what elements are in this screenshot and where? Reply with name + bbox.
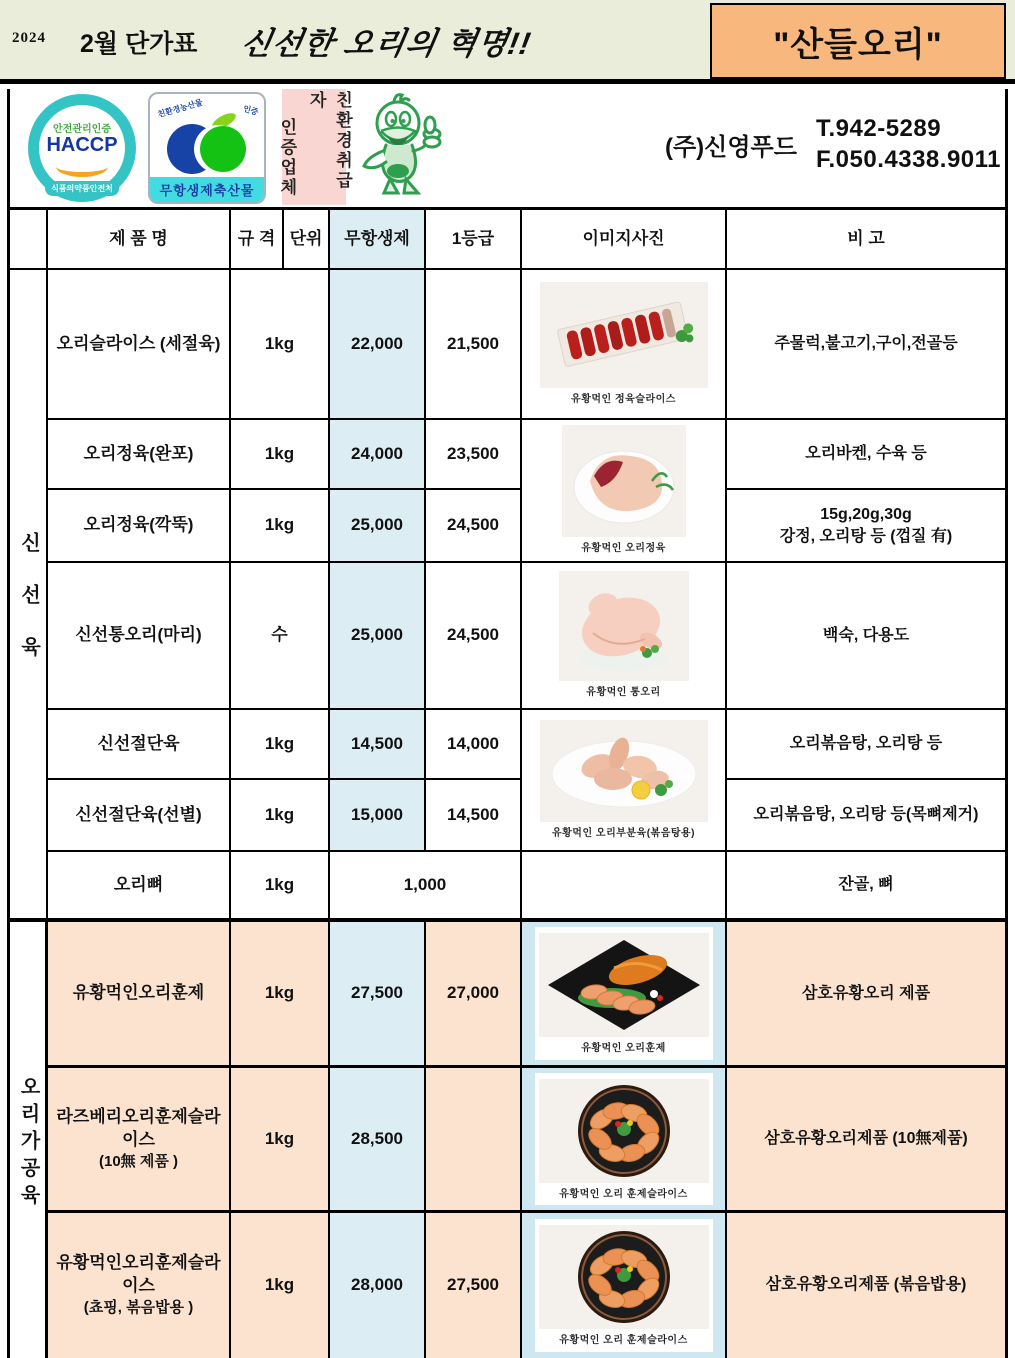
spec-cell: 1kg: [231, 1068, 330, 1213]
remark-cell: 백숙, 다용도: [727, 563, 1005, 710]
content-frame: [7, 89, 1008, 1358]
remark-cell: 15g,20g,30g 강정, 오리탕 등 (껍질 有): [727, 490, 1005, 563]
price-grade1-cell: 27,000: [426, 922, 522, 1068]
price-grade1-cell: 24,500: [426, 563, 522, 710]
smoked-duck-slices-image: [539, 1225, 709, 1329]
cert-arc-right-text: 인증: [241, 104, 259, 117]
cert-circles-icon: [162, 112, 254, 176]
haccp-ring: [28, 94, 136, 202]
product-name-cell: 오리슬라이스 (세절육): [48, 270, 231, 420]
spec-cell: 1kg: [231, 922, 330, 1068]
spec-cell: 1kg: [231, 780, 330, 852]
price-antibiotic-free-cell: 25,000: [330, 563, 426, 710]
price-antibiotic-free-cell: 22,000: [330, 270, 426, 420]
product-image-cell: [522, 420, 727, 563]
spec-cell: 1kg: [231, 710, 330, 780]
remark-cell: 오리바켄, 수육 등: [727, 420, 1005, 490]
price-grade1-cell: 24,500: [426, 490, 522, 563]
spec-cell: 1kg: [231, 420, 330, 490]
image-caption: 유황먹인 오리 훈제슬라이스: [559, 1188, 688, 1200]
section-label-processed-duck: 오리가공육: [10, 922, 48, 1358]
product-name-cell: 신선절단육(선별): [48, 780, 231, 852]
remark-cell: 오리볶음탕, 오리탕 등(목뼈제거): [727, 780, 1005, 852]
image-caption: 유황먹인 통오리: [586, 687, 661, 699]
col-header-antibiotic-free: 무항생제: [330, 210, 426, 270]
price-antibiotic-free-cell: 25,000: [330, 490, 426, 563]
eco-handler-cert-box: [277, 89, 353, 205]
product-image-cell: [522, 1213, 727, 1358]
remark-cell: 주물럭,불고기,구이,전골등: [727, 270, 1005, 420]
price-grade1-cell: 23,500: [426, 420, 522, 490]
product-image-cell: [522, 270, 727, 420]
spec-cell: 1kg: [231, 852, 330, 922]
year-label: 2024: [12, 30, 46, 46]
slogan-text: 신선한 오리의 혁명!!: [238, 26, 535, 61]
eco-cert-handler-text: 친환경취급자: [306, 91, 353, 191]
price-grade1-cell: 14,500: [426, 780, 522, 852]
haccp-orange-arc: [56, 156, 108, 177]
product-name-cell: 오리정육(완포): [48, 420, 231, 490]
col-header-remark: 비 고: [727, 210, 1005, 270]
price-antibiotic-free-cell: 14,500: [330, 710, 426, 780]
brand-name: "산들오리": [773, 25, 943, 64]
product-name-cell: 오리정육(깍뚝): [48, 490, 231, 563]
price-antibiotic-free-cell: 28,000: [330, 1213, 426, 1358]
eco-cert-company-text: 인증업체: [277, 118, 297, 198]
spec-cell: 1kg: [231, 270, 330, 420]
haccp-top-text: 안전관리인증: [53, 123, 111, 135]
remark-cell: 삼호유황오리 제품: [727, 922, 1005, 1068]
smoked-duck-slices-image: [539, 1079, 709, 1183]
haccp-main-text: HACCP: [46, 133, 118, 156]
month-price-title: 2월 단가표: [80, 30, 198, 58]
duck-cut-pieces-image: [540, 720, 708, 822]
sliced-duck-image: [540, 282, 708, 388]
antibiotic-free-cert-icon: [148, 92, 266, 204]
company-tel: T.942-5289: [816, 115, 942, 142]
price-grade1-cell: 14,000: [426, 710, 522, 780]
product-name-cell: 유황먹인오리훈제: [48, 922, 231, 1068]
cert-arc-left-text: 친환경농산물: [156, 97, 204, 120]
haccp-bottom-text: 식품의약품안전처: [45, 181, 119, 196]
whole-duck-image: [559, 571, 689, 681]
col-header-grade1: 1등급: [426, 210, 522, 270]
product-image-cell: [522, 563, 727, 710]
company-fax: F.050.4338.9011: [816, 146, 1002, 174]
image-caption: 유황먹인 오리훈제: [581, 1043, 666, 1055]
company-name: (주)신영푸드: [665, 134, 797, 161]
price-antibiotic-free-cell: 28,500: [330, 1068, 426, 1213]
product-image-cell: [522, 922, 727, 1068]
remark-cell: 잔골, 뼈: [727, 852, 1005, 922]
image-caption: 유황먹인 오리 훈제슬라이스: [559, 1335, 688, 1346]
spec-cell: 1kg: [231, 1213, 330, 1358]
remark-cell: 삼호유황오리제품 (볶음밥용): [727, 1213, 1005, 1358]
logo-row: [10, 89, 1005, 210]
cert-band-text: 무항생제축산물: [150, 177, 264, 202]
product-name-cell: 오리뼈: [48, 852, 231, 922]
section-label-fresh-meat: 신선육: [10, 270, 48, 922]
col-header-spec: 규 격: [231, 210, 284, 270]
brand-box: [710, 3, 1006, 79]
raw-duck-meat-image: [562, 425, 686, 537]
remark-cell: 삼호유황오리제품 (10無제품): [727, 1068, 1005, 1213]
col-header-product-name: 제 품 명: [48, 210, 231, 270]
price-table: [10, 210, 1005, 1355]
price-antibiotic-free-cell: 24,000: [330, 420, 426, 490]
product-image-cell: [522, 1068, 727, 1213]
image-caption: 유황먹인 오리부분육(볶음탕용): [551, 827, 696, 839]
haccp-logo-icon: [28, 94, 136, 202]
product-image-cell: [522, 710, 727, 852]
price-antibiotic-free-cell: 27,500: [330, 922, 426, 1068]
product-name-cell: 신선통오리(마리): [48, 563, 231, 710]
price-grade1-cell: [426, 1068, 522, 1213]
image-caption: 유황먹인 오리정육: [581, 543, 666, 555]
smoked-duck-image: [539, 933, 709, 1037]
price-antibiotic-free-cell: 15,000: [330, 780, 426, 852]
col-header-image: 이미지사진: [522, 210, 727, 270]
product-image-cell-empty: [522, 852, 727, 922]
remark-cell: 오리볶음탕, 오리탕 등: [727, 710, 1005, 780]
image-caption: 유황먹인 정육슬라이스: [571, 393, 676, 405]
product-name-cell: 유황먹인오리훈제슬라이스 (쵸핑, 볶음밥용 ): [48, 1213, 231, 1358]
price-grade1-cell: 21,500: [426, 270, 522, 420]
product-name-cell: 신선절단육: [48, 710, 231, 780]
spec-cell: 수: [231, 563, 330, 710]
spec-cell: 1kg: [231, 490, 330, 563]
price-merged-cell: 1,000: [330, 852, 522, 922]
corner-header-cell: [10, 210, 48, 270]
company-contacts: [816, 113, 1001, 175]
duck-mascot-icon: [350, 91, 446, 205]
price-grade1-cell: 27,500: [426, 1213, 522, 1358]
col-header-unit: 단위: [284, 210, 330, 270]
product-name-cell: 라즈베리오리훈제슬라이스 (10無 제품 ): [48, 1068, 231, 1213]
